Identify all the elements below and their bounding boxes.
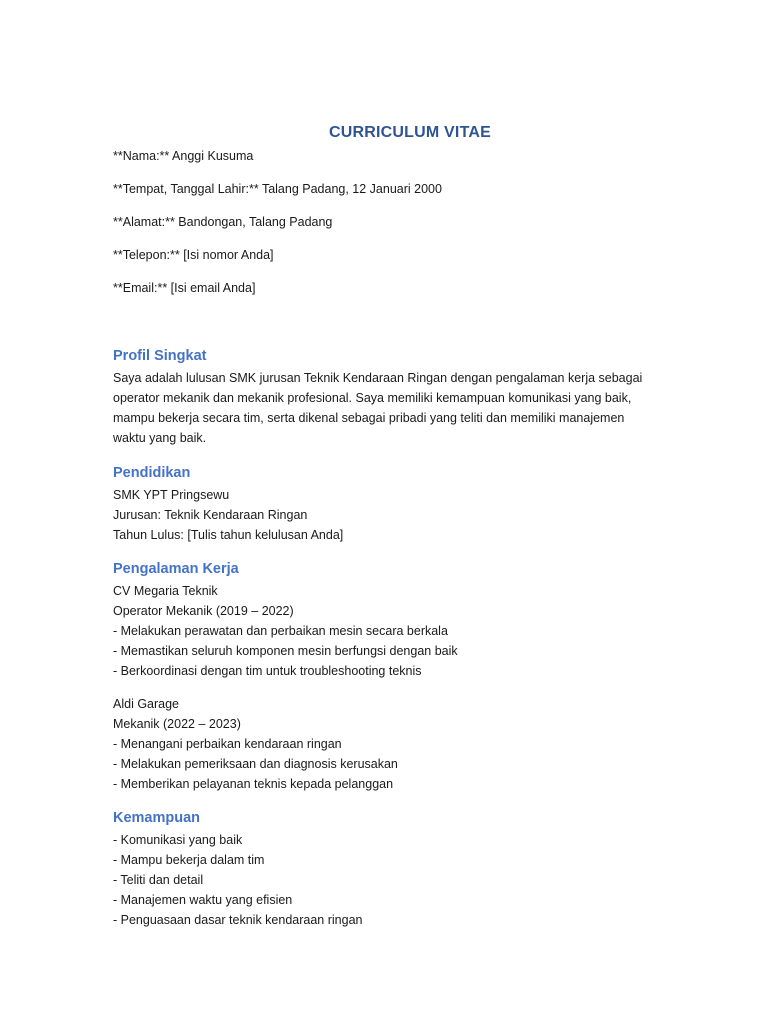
pengalaman-heading: Pengalaman Kerja — [113, 561, 239, 577]
telepon-line: **Telepon:** [Isi nomor Anda] — [113, 248, 274, 262]
document-title: CURRICULUM VITAE — [328, 124, 491, 141]
pendidikan-graduation-year: Tahun Lulus: [Tulis tahun kelulusan Anda] — [113, 528, 344, 542]
skill-item: - Mampu bekerja dalam tim — [113, 853, 265, 867]
job-company: CV Megaria Teknik — [113, 584, 218, 598]
job-spacer — [113, 681, 673, 694]
pendidikan-school: SMK YPT Pringsewu — [113, 488, 230, 502]
email-line: **Email:** [Isi email Anda] — [113, 281, 256, 295]
skill-item: - Manajemen waktu yang efisien — [113, 893, 293, 907]
profil-text: Saya adalah lulusan SMK jurusan Teknik Kendaraan Ringan dengan pengalaman kerja sebagai operator mekanik dan mekanik profesional. Saya memiliki kemampuan komunikasi yang baik, mampu bekerja secara tim, serta dikenal sebagai pribadi yang teliti dan memiliki manajemen waktu yang baik. — [113, 371, 643, 445]
job-role: Operator Mekanik (2019 – 2022) — [113, 604, 294, 618]
job-task: - Berkoordinasi dengan tim untuk troubleshooting teknis — [113, 664, 422, 678]
profil-heading: Profil Singkat — [113, 348, 207, 364]
job-entry — [113, 694, 673, 794]
kemampuan-section — [113, 808, 673, 930]
job-task: - Menangani perbaikan kendaraan ringan — [113, 737, 342, 751]
job-entry — [113, 581, 673, 681]
tempat-tanggal-lahir-line: **Tempat, Tanggal Lahir:** Talang Padang, 12 Januari 2000 — [113, 182, 442, 196]
job-task: - Melakukan pemeriksaan dan diagnosis kerusakan — [113, 757, 398, 771]
job-task: - Memastikan seluruh komponen mesin berfungsi dengan baik — [113, 644, 458, 658]
profil-section — [113, 346, 673, 448]
skill-item: - Komunikasi yang baik — [113, 833, 243, 847]
kemampuan-heading: Kemampuan — [113, 810, 201, 826]
alamat-line: **Alamat:** Bandongan, Talang Padang — [113, 215, 333, 229]
nama-line: **Nama:** Anggi Kusuma — [113, 149, 254, 163]
pendidikan-heading: Pendidikan — [113, 465, 191, 481]
pendidikan-section — [113, 463, 673, 545]
job-company: Aldi Garage — [113, 697, 180, 711]
skill-item: - Teliti dan detail — [113, 873, 204, 887]
job-task: - Memberikan pelayanan teknis kepada pelanggan — [113, 777, 394, 791]
pengalaman-section — [113, 559, 673, 794]
job-role: Mekanik (2022 – 2023) — [113, 717, 241, 731]
pendidikan-major: Jurusan: Teknik Kendaraan Ringan — [113, 508, 308, 522]
job-task: - Melakukan perawatan dan perbaikan mesin secara berkala — [113, 624, 448, 638]
identity-block — [113, 148, 673, 313]
skill-item: - Penguasaan dasar teknik kendaraan ringan — [113, 913, 363, 927]
